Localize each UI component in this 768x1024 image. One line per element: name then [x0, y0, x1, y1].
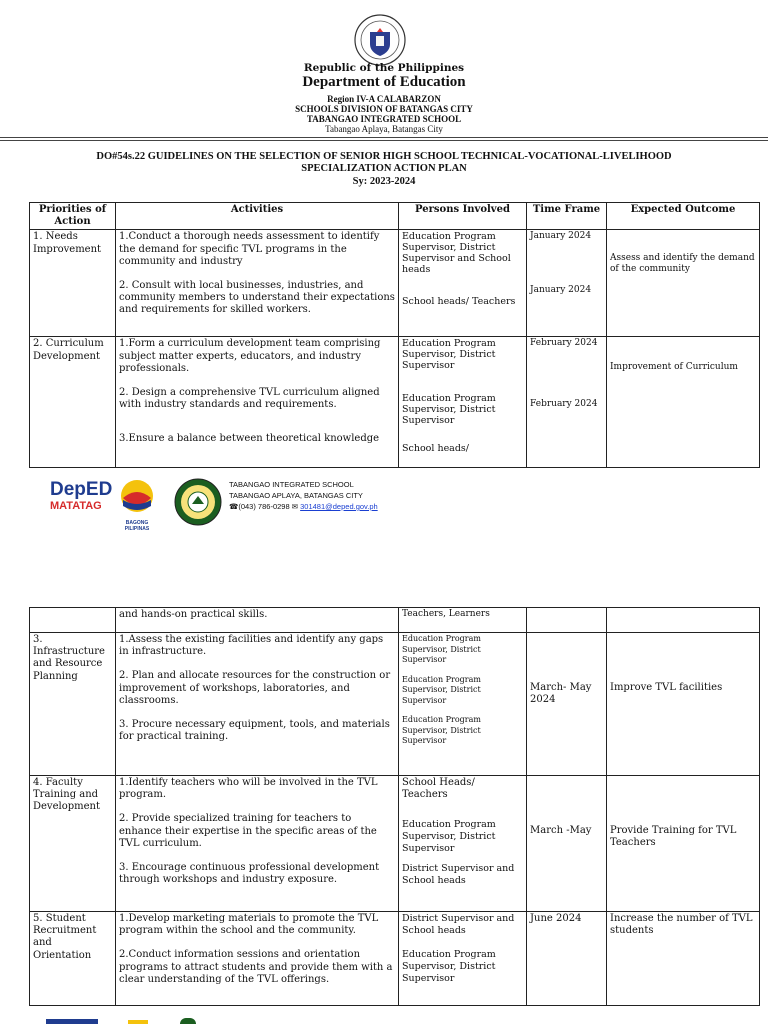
priority-text: 5. Student Recruitment and Orientation: [33, 913, 97, 961]
header-rule-2: [0, 140, 768, 141]
activities-cell: [116, 608, 399, 633]
outcome-text: Provide Training for TVL Teachers: [610, 825, 737, 849]
person-text: Education Program Supervisor, District Supervisor: [402, 674, 481, 705]
address-line: Tabangao Aplaya, Batangas City: [325, 124, 443, 134]
time-text: February 2024: [530, 399, 598, 410]
persons-cell: [399, 912, 527, 1006]
doc-title-line2: SPECIALIZATION ACTION PLAN: [301, 163, 467, 174]
priority-cell: [30, 608, 116, 633]
person-text: School Heads/ Teachers: [402, 777, 475, 801]
activities-cell: [116, 633, 399, 776]
activity-text: 2. Consult with local businesses, industries, and community members to understand their expectations and requirements for skilled workers.: [119, 280, 395, 316]
activities-cell: [116, 230, 399, 337]
activity-text: 2. Design a comprehensive TVL curriculum aligned with industry standards and requirements.: [119, 387, 380, 411]
time-text: June 2024: [530, 913, 582, 924]
activity-text: 3. Procure necessary equipment, tools, and materials for practical training.: [119, 719, 390, 743]
republic-line: Republic of the Philippines: [303, 62, 465, 74]
bagong-pilipinas-text: BAGONG PILIPINAS: [124, 520, 150, 532]
footer-school-name: TABANGAO INTEGRATED SCHOOL: [229, 480, 354, 489]
footer-phone: ☎(043) 786-0298: [229, 502, 290, 511]
person-text: School heads/ Teachers: [402, 296, 516, 308]
bagong-logo-partial: [128, 1020, 148, 1024]
bagong-pilipinas-logo: [114, 476, 164, 532]
header-persons: Persons Involved: [399, 203, 527, 230]
priority-cell: [30, 912, 116, 1006]
time-cell: [527, 912, 607, 1006]
persons-cell: [399, 633, 527, 776]
action-plan-table-continued: [29, 607, 760, 1006]
outcome-text: Improve TVL facilities: [610, 682, 723, 693]
person-text: Education Program Supervisor, District Supervisor: [402, 819, 496, 855]
person-text: Education Program Supervisor, District Supervisor: [402, 949, 496, 984]
matatag-wordmark: MATATAG: [50, 500, 102, 512]
doc-title-line1: DO#54s.22 GUIDELINES ON THE SELECTION OF SENIOR HIGH SCHOOL TECHNICAL-VOCATIONAL-LIVELIHOOD: [96, 151, 672, 162]
priority-cell: [30, 337, 116, 468]
time-cell: [527, 230, 607, 337]
outcome-cell: [607, 337, 760, 468]
outcome-cell: [607, 633, 760, 776]
header-priorities: Priorities of Action: [30, 203, 116, 230]
outcome-cell: [607, 230, 760, 337]
priority-text: 2. Curriculum Development: [33, 338, 104, 362]
footer-address: TABANGAO APLAYA, BATANGAS CITY: [229, 491, 363, 500]
header-rule: [0, 137, 768, 138]
person-text: Education Program Supervisor, District Supervisor and School heads: [402, 231, 511, 276]
sun-icon: [114, 476, 160, 516]
outcome-text: Assess and identify the demand of the community: [610, 253, 755, 275]
header-time: Time Frame: [527, 203, 607, 230]
priority-cell: [30, 633, 116, 776]
person-text: District Supervisor and School heads: [402, 913, 515, 936]
table-row: [30, 776, 760, 912]
outcome-text: Increase the number of TVL students: [610, 913, 753, 937]
table-header-row: [30, 203, 760, 230]
activities-cell: [116, 337, 399, 468]
time-cell: [527, 608, 607, 633]
time-cell: [527, 776, 607, 912]
region-line: Region IV-A CALABARZON: [327, 94, 441, 104]
activities-cell: [116, 912, 399, 1006]
header-activities: Activities: [116, 203, 399, 230]
activity-text: 1.Conduct a thorough needs assessment to identify the demand for specific TVL programs in the community and industry: [119, 231, 380, 267]
person-text: District Supervisor and School heads: [402, 863, 515, 887]
email-icon: ✉: [291, 502, 299, 511]
outcome-cell: [607, 776, 760, 912]
time-cell: [527, 633, 607, 776]
school-line: TABANGAO INTEGRATED SCHOOL: [306, 114, 462, 124]
time-text: January 2024: [530, 231, 592, 242]
time-text: February 2024: [530, 338, 598, 349]
person-text: Education Program Supervisor, District Supervisor: [402, 715, 481, 745]
person-text: Education Program Supervisor, District Supervisor: [402, 634, 481, 664]
division-line: SCHOOLS DIVISION OF BATANGAS CITY: [295, 104, 473, 114]
persons-cell: [399, 608, 527, 633]
activity-text: 1.Form a curriculum development team comprising subject matter experts, educators, and industry professionals.: [119, 338, 381, 374]
activity-text: 2.Conduct information sessions and orientation programs to attract students and provide them with a clear understanding of the TVL offerings.: [119, 949, 393, 985]
priority-text: 1. Needs Improvement: [33, 231, 102, 255]
person-text: Teachers, Learners: [402, 609, 490, 619]
footer-contact: [229, 502, 378, 512]
time-text: January 2024: [530, 285, 592, 296]
deped-logo-partial: [46, 1019, 98, 1024]
outcome-cell: [607, 912, 760, 1006]
priority-text: 4. Faculty Training and Development: [33, 777, 100, 813]
activity-text: 1.Assess the existing facilities and identify any gaps in infrastructure.: [119, 634, 384, 658]
priority-text: 3. Infrastructure and Resource Planning: [33, 634, 105, 682]
table-row: [30, 912, 760, 1006]
table-row: [30, 230, 760, 337]
time-text: March -May: [530, 825, 592, 836]
activity-text: 3.Ensure a balance between theoretical knowledge: [119, 433, 380, 445]
deped-wordmark: DepED: [50, 479, 113, 500]
priority-cell: [30, 776, 116, 912]
footer-email-link[interactable]: 301481@deped.gov.ph: [300, 502, 378, 511]
persons-cell: [399, 776, 527, 912]
header-outcome: Expected Outcome: [607, 203, 760, 230]
school-seal-icon: [174, 478, 222, 526]
persons-cell: [399, 230, 527, 337]
persons-cell: [399, 337, 527, 468]
priority-cell: [30, 230, 116, 337]
person-text: Education Program Supervisor, District Supervisor: [402, 338, 496, 372]
department-name: Department of Education: [302, 74, 466, 90]
person-text: School heads/: [402, 443, 470, 455]
activity-text: and hands-on practical skills.: [119, 609, 268, 620]
activity-text: 1.Identify teachers who will be involved in the TVL program.: [119, 777, 378, 801]
activities-cell: [116, 776, 399, 912]
table-row: [30, 337, 760, 468]
person-text: Education Program Supervisor, District Supervisor: [402, 393, 496, 427]
deped-matatag-logo: [50, 479, 113, 524]
table-row: [30, 633, 760, 776]
activity-text: 2. Plan and allocate resources for the construction or improvement of workshops, laboratories, and classrooms.: [119, 670, 391, 706]
action-plan-table: [29, 202, 760, 468]
doc-title-line3: Sy: 2023-2024: [352, 176, 416, 187]
outcome-cell: [607, 608, 760, 633]
outcome-text: Improvement of Curriculum: [610, 362, 738, 373]
deped-seal: [354, 14, 406, 66]
activity-text: 1.Develop marketing materials to promote the TVL program within the school and the community.: [119, 913, 379, 937]
table-row: [30, 608, 760, 633]
activity-text: 2. Provide specialized training for teachers to enhance their expertise in the specific areas of the TVL curriculum.: [119, 813, 377, 849]
school-seal-partial: [180, 1018, 196, 1024]
time-cell: [527, 337, 607, 468]
time-text: March- May 2024: [530, 682, 592, 706]
activity-text: 3. Encourage continuous professional development through workshops and industry exposure.: [119, 862, 380, 886]
